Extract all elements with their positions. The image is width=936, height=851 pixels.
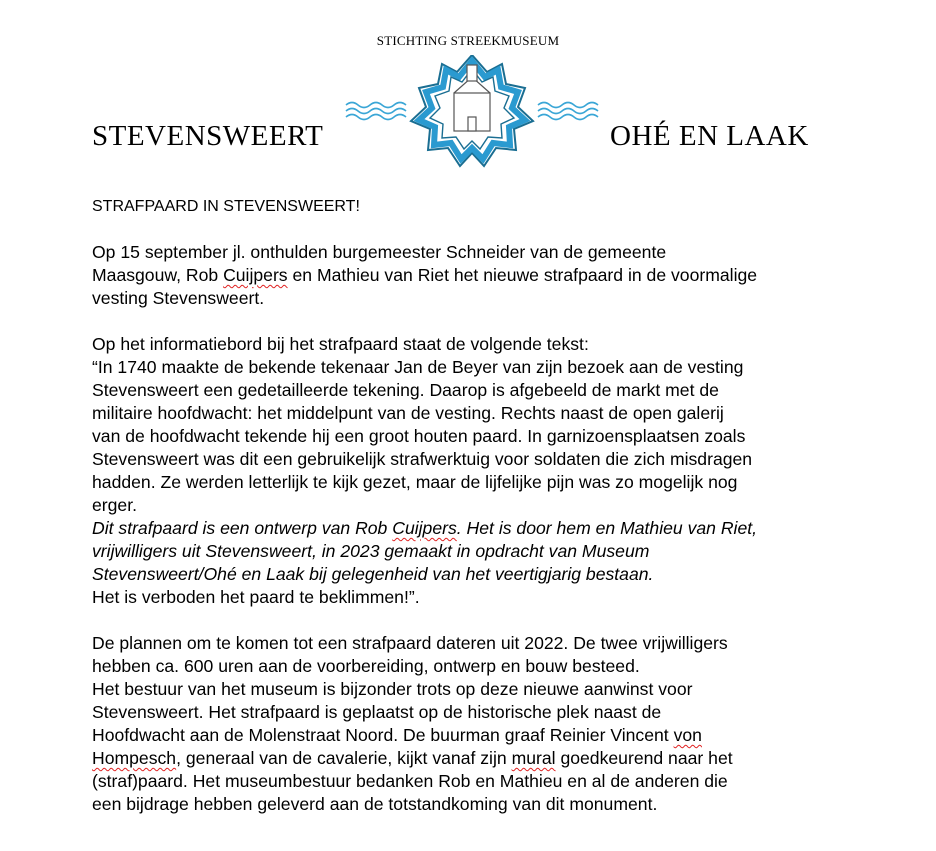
text-span: . Het is door hem en Mathieu van Riet, <box>456 518 758 538</box>
paragraph-1-line: Op 15 september jl. onthulden burgemeester Schneider van de gemeente <box>92 242 667 262</box>
paragraph-2-end: Het is verboden het paard te beklimmen!”. <box>92 587 420 607</box>
spellcheck-word: von <box>673 725 702 745</box>
paragraph-2-line: Stevensweert was dit een gebruikelijk strafwerktuig voor soldaten die zich misdragen <box>92 449 753 469</box>
spellcheck-word: mural <box>511 748 556 768</box>
right-waves <box>538 103 598 120</box>
text-span: Maasgouw, Rob <box>92 265 224 285</box>
paragraph-1-line <box>92 264 882 287</box>
text-span: Hoofdwacht aan de Molenstraat Noord. De buurman graaf Reinier Vincent <box>92 725 674 745</box>
paragraph-2-line: hadden. Ze werden letterlijk te kijk gezet, maar de lijfelijke pijn was zo mogelijk nog <box>92 472 738 492</box>
right-title: OHÉ EN LAAK <box>610 120 809 152</box>
paragraph-2-line: Stevensweert een gedetailleerde tekening. Daarop is afgebeeld de markt met de <box>92 380 719 400</box>
paragraph-3-line: Het bestuur van het museum is bijzonder trots op deze nieuwe aanwinst voor <box>92 679 693 699</box>
paragraph-2-line: erger. <box>92 495 137 515</box>
museum-fortress-logo-icon <box>344 55 600 168</box>
left-title: STEVENSWEERT <box>92 120 324 152</box>
paragraph-2-line: van de hoofdwacht tekende hij een groot houten paard. In garnizoensplaatsen zoals <box>92 426 746 446</box>
text-span: en Mathieu van Riet het nieuwe strafpaard in de voormalige <box>287 265 758 285</box>
text-span: , generaal van de cavalerie, kijkt vanaf zijn <box>176 748 512 768</box>
spellcheck-word: Hompesch <box>92 748 177 768</box>
paragraph-3-line: hebben ca. 600 uren aan de voorbereiding, ontwerp en bouw besteed. <box>92 656 640 676</box>
org-name: STICHTING STREEKMUSEUM <box>376 33 560 48</box>
paragraph-2-line: militaire hoofdwacht: het middelpunt van de vesting. Rechts naast de open galerij <box>92 403 724 423</box>
paragraph-3-line <box>92 724 882 747</box>
paragraph-3-line <box>92 747 882 770</box>
paragraph-3-line: Stevensweert. Het strafpaard is geplaatst op de historische plek naast de <box>92 702 662 722</box>
article-body <box>92 195 882 816</box>
text-span: Dit strafpaard is een ontwerp van Rob <box>92 518 393 538</box>
italic-line: vrijwilligers uit Stevensweert, in 2023 gemaakt in opdracht van Museum <box>92 541 650 561</box>
paragraph-3-line: (straf)paard. Het museumbestuur bedanken Rob en Mathieu en al de anderen die <box>92 771 728 791</box>
text-span: goedkeurend naar het <box>555 748 733 768</box>
paragraph-2-line: “In 1740 maakte de bekende tekenaar Jan de Beyer van zijn bezoek aan de vesting <box>92 357 744 377</box>
spellcheck-word: Cuijpers <box>392 518 457 538</box>
paragraph-3-line: een bijdrage hebben geleverd aan de totstandkoming van dit monument. <box>92 794 658 814</box>
left-waves <box>346 103 406 120</box>
paragraph-3-line: De plannen om te komen tot een strafpaard dateren uit 2022. De twee vrijwilligers <box>92 633 728 653</box>
italic-line <box>92 517 882 540</box>
article-title: STRAFPAARD IN STEVENSWEERT! <box>92 198 360 215</box>
spellcheck-word: Cuijpers <box>223 265 288 285</box>
italic-line: Stevensweert/Ohé en Laak bij gelegenheid van het veertigjarig bestaan. <box>92 564 654 584</box>
paragraph-1-line: vesting Stevensweert. <box>92 288 265 308</box>
paragraph-2-line: Op het informatiebord bij het strafpaard staat de volgende tekst: <box>92 334 589 354</box>
